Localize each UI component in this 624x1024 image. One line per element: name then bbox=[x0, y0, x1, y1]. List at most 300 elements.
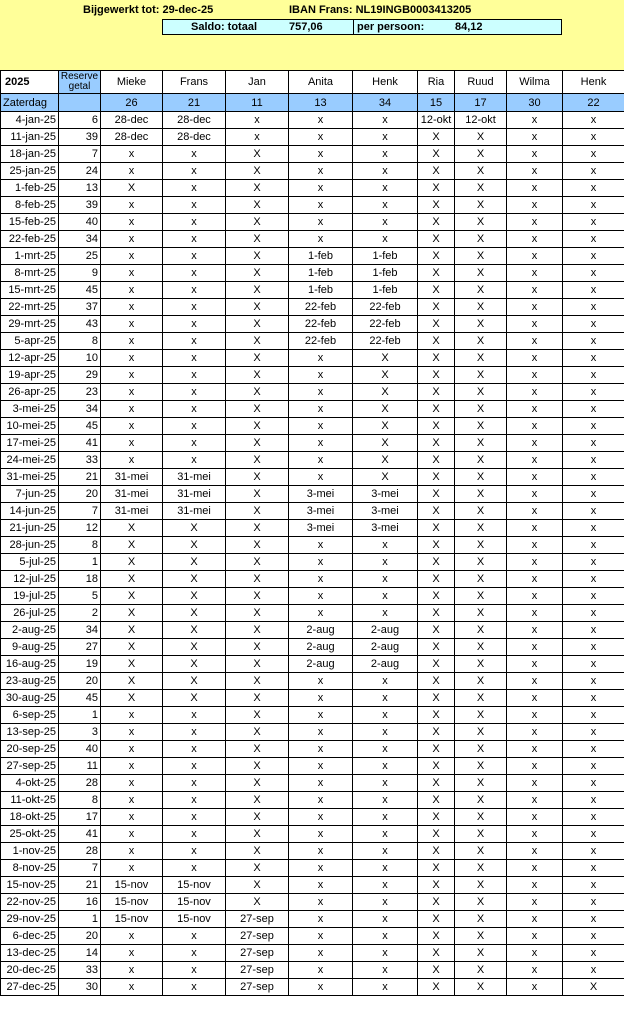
date-cell: 21-jun-25 bbox=[1, 520, 59, 537]
table-row bbox=[1, 622, 624, 639]
entry-cell: x bbox=[289, 180, 353, 197]
column-name: Frans bbox=[163, 71, 226, 94]
entry-cell: x bbox=[163, 231, 226, 248]
entry-cell: x bbox=[563, 928, 624, 945]
entry-cell: x bbox=[101, 707, 163, 724]
date-cell: 1-nov-25 bbox=[1, 843, 59, 860]
entry-cell: X bbox=[455, 282, 507, 299]
entry-cell: X bbox=[455, 384, 507, 401]
entry-cell: x bbox=[101, 741, 163, 758]
entry-cell: 22-feb bbox=[353, 299, 418, 316]
entry-cell: X bbox=[163, 673, 226, 690]
entry-cell: x bbox=[507, 299, 563, 316]
column-number: 15 bbox=[418, 94, 455, 112]
entry-cell: X bbox=[455, 163, 507, 180]
entry-cell: X bbox=[455, 486, 507, 503]
table-row bbox=[1, 316, 624, 333]
table-row bbox=[1, 673, 624, 690]
entry-cell: x bbox=[163, 146, 226, 163]
entry-cell: X bbox=[226, 724, 289, 741]
entry-cell: x bbox=[353, 928, 418, 945]
entry-cell: x bbox=[507, 928, 563, 945]
reserve-cell: 16 bbox=[59, 894, 101, 911]
reserve-cell: 1 bbox=[59, 554, 101, 571]
entry-cell: x bbox=[289, 809, 353, 826]
entry-cell: x bbox=[163, 928, 226, 945]
entry-cell: X bbox=[418, 792, 455, 809]
entry-cell: x bbox=[507, 435, 563, 452]
entry-cell: X bbox=[563, 979, 624, 996]
entry-cell: x bbox=[563, 333, 624, 350]
column-number: 30 bbox=[507, 94, 563, 112]
entry-cell: x bbox=[353, 537, 418, 554]
entry-cell: x bbox=[507, 554, 563, 571]
entry-cell: x bbox=[289, 112, 353, 129]
entry-cell: x bbox=[353, 826, 418, 843]
entry-cell: x bbox=[163, 758, 226, 775]
date-cell: 2-aug-25 bbox=[1, 622, 59, 639]
entry-cell: x bbox=[563, 469, 624, 486]
entry-cell: X bbox=[226, 809, 289, 826]
table-row bbox=[1, 112, 624, 129]
table-row bbox=[1, 469, 624, 486]
entry-cell: 31-mei bbox=[101, 503, 163, 520]
entry-cell: x bbox=[289, 911, 353, 928]
entry-cell: x bbox=[353, 197, 418, 214]
table-row bbox=[1, 231, 624, 248]
entry-cell: X bbox=[226, 248, 289, 265]
entry-cell: X bbox=[455, 979, 507, 996]
entry-cell: 27-sep bbox=[226, 911, 289, 928]
entry-cell: x bbox=[563, 537, 624, 554]
date-cell: 8-feb-25 bbox=[1, 197, 59, 214]
entry-cell: x bbox=[101, 809, 163, 826]
reserve-cell: 1 bbox=[59, 707, 101, 724]
entry-cell: x bbox=[353, 112, 418, 129]
entry-cell: x bbox=[563, 860, 624, 877]
entry-cell: x bbox=[563, 775, 624, 792]
entry-cell: 2-aug bbox=[353, 639, 418, 656]
entry-cell: x bbox=[507, 537, 563, 554]
date-cell: 14-jun-25 bbox=[1, 503, 59, 520]
date-cell: 8-mrt-25 bbox=[1, 265, 59, 282]
entry-cell: x bbox=[289, 197, 353, 214]
entry-cell: X bbox=[455, 265, 507, 282]
table-row bbox=[1, 146, 624, 163]
entry-cell: x bbox=[353, 809, 418, 826]
column-name: Ria bbox=[418, 71, 455, 94]
entry-cell: X bbox=[101, 520, 163, 537]
entry-cell: x bbox=[289, 928, 353, 945]
entry-cell: x bbox=[563, 656, 624, 673]
entry-cell: x bbox=[353, 775, 418, 792]
column-number: 13 bbox=[289, 94, 353, 112]
entry-cell: X bbox=[455, 367, 507, 384]
reserve-cell: 27 bbox=[59, 639, 101, 656]
entry-cell: x bbox=[507, 231, 563, 248]
entry-cell: x bbox=[563, 962, 624, 979]
entry-cell: x bbox=[563, 180, 624, 197]
entry-cell: x bbox=[563, 401, 624, 418]
date-cell: 29-nov-25 bbox=[1, 911, 59, 928]
entry-cell: X bbox=[455, 503, 507, 520]
date-cell: 5-apr-25 bbox=[1, 333, 59, 350]
iban-label: IBAN Frans: NL19INGB0003413205 bbox=[289, 4, 472, 16]
entry-cell: 3-mei bbox=[353, 486, 418, 503]
entry-cell: X bbox=[101, 605, 163, 622]
reserve-cell: 20 bbox=[59, 928, 101, 945]
entry-cell: x bbox=[163, 282, 226, 299]
entry-cell: X bbox=[455, 775, 507, 792]
entry-cell: 3-mei bbox=[353, 520, 418, 537]
entry-cell: X bbox=[455, 554, 507, 571]
entry-cell: x bbox=[507, 945, 563, 962]
entry-cell: x bbox=[563, 843, 624, 860]
table-row bbox=[1, 911, 624, 928]
entry-cell: x bbox=[163, 945, 226, 962]
entry-cell: X bbox=[418, 894, 455, 911]
entry-cell: x bbox=[163, 248, 226, 265]
entry-cell: x bbox=[289, 979, 353, 996]
reserve-cell: 41 bbox=[59, 435, 101, 452]
entry-cell: x bbox=[563, 741, 624, 758]
entry-cell: x bbox=[507, 979, 563, 996]
entry-cell: X bbox=[455, 248, 507, 265]
entry-cell: X bbox=[418, 537, 455, 554]
entry-cell: x bbox=[163, 826, 226, 843]
reserve-cell: 25 bbox=[59, 248, 101, 265]
entry-cell: x bbox=[101, 962, 163, 979]
date-cell: 25-okt-25 bbox=[1, 826, 59, 843]
entry-cell: x bbox=[353, 180, 418, 197]
entry-cell: x bbox=[507, 180, 563, 197]
entry-cell: x bbox=[163, 962, 226, 979]
reserve-cell: 40 bbox=[59, 741, 101, 758]
entry-cell: 3-mei bbox=[289, 486, 353, 503]
table-row bbox=[1, 401, 624, 418]
entry-cell: X bbox=[353, 418, 418, 435]
updated-label: Bijgewerkt tot: 29-dec-25 bbox=[83, 4, 214, 16]
entry-cell: X bbox=[353, 384, 418, 401]
entry-cell: X bbox=[418, 486, 455, 503]
table-row bbox=[1, 775, 624, 792]
entry-cell: x bbox=[101, 401, 163, 418]
entry-cell: x bbox=[563, 231, 624, 248]
entry-cell: x bbox=[353, 673, 418, 690]
entry-cell: x bbox=[101, 418, 163, 435]
table-row bbox=[1, 843, 624, 860]
date-cell: 4-jan-25 bbox=[1, 112, 59, 129]
table-row bbox=[1, 214, 624, 231]
entry-cell: 15-nov bbox=[163, 911, 226, 928]
entry-cell: X bbox=[418, 877, 455, 894]
entry-cell: X bbox=[455, 792, 507, 809]
table-row bbox=[1, 384, 624, 401]
reserve-cell: 5 bbox=[59, 588, 101, 605]
entry-cell: X bbox=[226, 163, 289, 180]
reserve-cell: 8 bbox=[59, 537, 101, 554]
entry-cell: x bbox=[353, 894, 418, 911]
table-row bbox=[1, 639, 624, 656]
entry-cell: x bbox=[101, 214, 163, 231]
entry-cell: x bbox=[563, 554, 624, 571]
date-cell: 15-feb-25 bbox=[1, 214, 59, 231]
entry-cell: x bbox=[563, 435, 624, 452]
entry-cell: x bbox=[163, 197, 226, 214]
entry-cell: X bbox=[455, 894, 507, 911]
entry-cell: x bbox=[507, 860, 563, 877]
entry-cell: x bbox=[163, 350, 226, 367]
entry-cell: 1-feb bbox=[289, 265, 353, 282]
table-row bbox=[1, 265, 624, 282]
entry-cell: X bbox=[226, 435, 289, 452]
reserve-cell: 41 bbox=[59, 826, 101, 843]
entry-cell: X bbox=[226, 571, 289, 588]
entry-cell: x bbox=[507, 350, 563, 367]
date-cell: 1-mrt-25 bbox=[1, 248, 59, 265]
table-row bbox=[1, 333, 624, 350]
entry-cell: x bbox=[507, 452, 563, 469]
entry-cell: x bbox=[353, 724, 418, 741]
entry-cell: x bbox=[289, 452, 353, 469]
entry-cell: x bbox=[563, 724, 624, 741]
entry-cell: X bbox=[418, 741, 455, 758]
entry-cell: x bbox=[507, 758, 563, 775]
day-label: Zaterdag bbox=[1, 94, 59, 112]
reserve-cell: 45 bbox=[59, 690, 101, 707]
table-row bbox=[1, 877, 624, 894]
reserve-cell: 1 bbox=[59, 911, 101, 928]
date-cell: 19-jul-25 bbox=[1, 588, 59, 605]
entry-cell: X bbox=[418, 809, 455, 826]
entry-cell: x bbox=[507, 741, 563, 758]
entry-cell: x bbox=[163, 265, 226, 282]
entry-cell: x bbox=[289, 724, 353, 741]
entry-cell: X bbox=[455, 452, 507, 469]
entry-cell: x bbox=[101, 928, 163, 945]
entry-cell: x bbox=[163, 741, 226, 758]
entry-cell: x bbox=[353, 554, 418, 571]
entry-cell: 2-aug bbox=[353, 656, 418, 673]
reserve-cell: 7 bbox=[59, 146, 101, 163]
entry-cell: x bbox=[507, 656, 563, 673]
entry-cell: 22-feb bbox=[289, 333, 353, 350]
entry-cell: 2-aug bbox=[289, 656, 353, 673]
entry-cell: X bbox=[455, 299, 507, 316]
entry-cell: X bbox=[101, 639, 163, 656]
entry-cell: x bbox=[163, 418, 226, 435]
entry-cell: X bbox=[418, 690, 455, 707]
date-cell: 22-feb-25 bbox=[1, 231, 59, 248]
entry-cell: X bbox=[455, 673, 507, 690]
entry-cell: x bbox=[353, 146, 418, 163]
entry-cell: X bbox=[418, 707, 455, 724]
entry-cell: x bbox=[289, 741, 353, 758]
column-number: 17 bbox=[455, 94, 507, 112]
entry-cell: x bbox=[563, 350, 624, 367]
entry-cell: X bbox=[226, 452, 289, 469]
entry-cell: 1-feb bbox=[353, 265, 418, 282]
entry-cell: x bbox=[163, 401, 226, 418]
entry-cell: x bbox=[101, 163, 163, 180]
reserve-cell: 20 bbox=[59, 673, 101, 690]
entry-cell: x bbox=[289, 877, 353, 894]
entry-cell: X bbox=[455, 707, 507, 724]
reserve-cell: 34 bbox=[59, 231, 101, 248]
entry-cell: X bbox=[418, 163, 455, 180]
date-cell: 19-apr-25 bbox=[1, 367, 59, 384]
entry-cell: X bbox=[418, 333, 455, 350]
table-row bbox=[1, 299, 624, 316]
entry-cell: x bbox=[289, 554, 353, 571]
entry-cell: x bbox=[563, 384, 624, 401]
entry-cell: X bbox=[226, 282, 289, 299]
entry-cell: X bbox=[101, 588, 163, 605]
entry-cell: x bbox=[507, 639, 563, 656]
entry-cell: x bbox=[507, 418, 563, 435]
entry-cell: x bbox=[563, 673, 624, 690]
date-cell: 8-nov-25 bbox=[1, 860, 59, 877]
entry-cell: x bbox=[289, 945, 353, 962]
entry-cell: x bbox=[101, 979, 163, 996]
date-cell: 7-jun-25 bbox=[1, 486, 59, 503]
entry-cell: x bbox=[507, 129, 563, 146]
entry-cell: X bbox=[418, 231, 455, 248]
entry-cell: X bbox=[418, 945, 455, 962]
entry-cell: X bbox=[455, 928, 507, 945]
column-number: 26 bbox=[101, 94, 163, 112]
entry-cell: x bbox=[163, 775, 226, 792]
entry-cell: x bbox=[353, 877, 418, 894]
entry-cell: X bbox=[455, 146, 507, 163]
entry-cell: x bbox=[563, 163, 624, 180]
entry-cell: x bbox=[563, 809, 624, 826]
entry-cell: X bbox=[418, 452, 455, 469]
entry-cell: X bbox=[226, 316, 289, 333]
entry-cell: x bbox=[507, 248, 563, 265]
entry-cell: x bbox=[507, 401, 563, 418]
entry-cell: X bbox=[418, 129, 455, 146]
reserve-cell: 10 bbox=[59, 350, 101, 367]
entry-cell: X bbox=[226, 707, 289, 724]
date-cell: 1-feb-25 bbox=[1, 180, 59, 197]
reserve-cell: 6 bbox=[59, 112, 101, 129]
entry-cell: x bbox=[353, 605, 418, 622]
entry-cell: X bbox=[163, 588, 226, 605]
entry-cell: X bbox=[418, 146, 455, 163]
column-name: Henk bbox=[353, 71, 418, 94]
entry-cell: x bbox=[507, 503, 563, 520]
entry-cell: X bbox=[455, 758, 507, 775]
entry-cell: x bbox=[101, 758, 163, 775]
entry-cell: X bbox=[226, 265, 289, 282]
entry-cell: X bbox=[418, 520, 455, 537]
entry-cell: X bbox=[455, 605, 507, 622]
reserve-cell: 34 bbox=[59, 622, 101, 639]
entry-cell: X bbox=[418, 979, 455, 996]
entry-cell: X bbox=[455, 741, 507, 758]
entry-cell: X bbox=[226, 843, 289, 860]
entry-cell: X bbox=[455, 690, 507, 707]
date-cell: 28-jun-25 bbox=[1, 537, 59, 554]
entry-cell: X bbox=[226, 605, 289, 622]
date-cell: 30-aug-25 bbox=[1, 690, 59, 707]
entry-cell: X bbox=[163, 639, 226, 656]
reserve-cell: 2 bbox=[59, 605, 101, 622]
entry-cell: X bbox=[163, 554, 226, 571]
entry-cell: x bbox=[507, 962, 563, 979]
date-cell: 4-okt-25 bbox=[1, 775, 59, 792]
entry-cell: X bbox=[226, 418, 289, 435]
column-name: Ruud bbox=[455, 71, 507, 94]
reserve-header: Reserve getal bbox=[59, 71, 101, 94]
reserve-cell: 33 bbox=[59, 452, 101, 469]
entry-cell: x bbox=[507, 588, 563, 605]
entry-cell: x bbox=[101, 299, 163, 316]
entry-cell: X bbox=[163, 520, 226, 537]
entry-cell: 15-nov bbox=[163, 894, 226, 911]
table-row bbox=[1, 792, 624, 809]
entry-cell: X bbox=[418, 928, 455, 945]
entry-cell: x bbox=[563, 792, 624, 809]
entry-cell: x bbox=[101, 945, 163, 962]
date-cell: 22-nov-25 bbox=[1, 894, 59, 911]
entry-cell: x bbox=[101, 316, 163, 333]
entry-cell: 31-mei bbox=[163, 486, 226, 503]
table-row bbox=[1, 588, 624, 605]
reserve-cell: 17 bbox=[59, 809, 101, 826]
entry-cell: x bbox=[353, 571, 418, 588]
entry-cell: 31-mei bbox=[101, 486, 163, 503]
reserve-cell: 8 bbox=[59, 792, 101, 809]
entry-cell: x bbox=[507, 384, 563, 401]
entry-cell: x bbox=[507, 571, 563, 588]
entry-cell: 31-mei bbox=[163, 469, 226, 486]
table-row bbox=[1, 129, 624, 146]
reserve-cell: 21 bbox=[59, 469, 101, 486]
entry-cell: x bbox=[507, 146, 563, 163]
table-row bbox=[1, 180, 624, 197]
entry-cell: x bbox=[563, 826, 624, 843]
entry-cell: x bbox=[226, 129, 289, 146]
entry-cell: X bbox=[163, 622, 226, 639]
date-cell: 22-mrt-25 bbox=[1, 299, 59, 316]
saldo-label: Saldo: totaal bbox=[191, 21, 258, 33]
entry-cell: X bbox=[418, 248, 455, 265]
date-cell: 13-sep-25 bbox=[1, 724, 59, 741]
schedule-table bbox=[0, 70, 624, 996]
entry-cell: x bbox=[507, 775, 563, 792]
entry-cell: x bbox=[563, 588, 624, 605]
entry-cell: x bbox=[101, 350, 163, 367]
reserve-cell: 19 bbox=[59, 656, 101, 673]
entry-cell: x bbox=[507, 673, 563, 690]
reserve-cell: 9 bbox=[59, 265, 101, 282]
per-person-value: 84,12 bbox=[455, 21, 483, 33]
entry-cell: x bbox=[163, 724, 226, 741]
reserve-cell: 12 bbox=[59, 520, 101, 537]
entry-cell: X bbox=[226, 656, 289, 673]
table-row bbox=[1, 741, 624, 758]
entry-cell: X bbox=[226, 214, 289, 231]
entry-cell: x bbox=[563, 911, 624, 928]
entry-cell: x bbox=[353, 758, 418, 775]
entry-cell: x bbox=[289, 775, 353, 792]
entry-cell: x bbox=[507, 367, 563, 384]
entry-cell: X bbox=[418, 418, 455, 435]
entry-cell: 15-nov bbox=[101, 877, 163, 894]
table-row bbox=[1, 605, 624, 622]
